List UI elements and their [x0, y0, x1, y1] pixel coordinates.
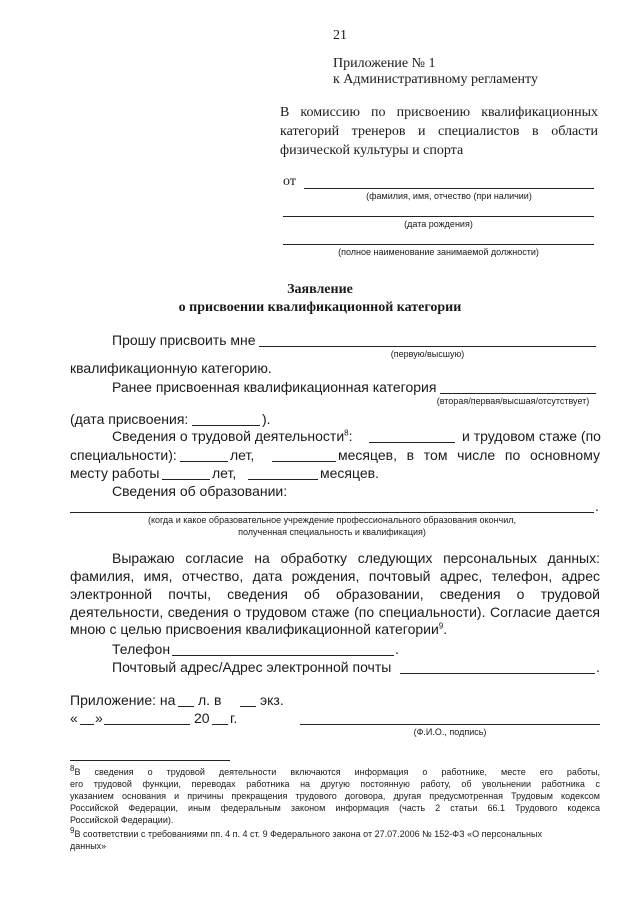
addressee-line-2: категорий тренеров и специалистов в области: [280, 124, 598, 139]
work-info-end: и трудовом стаже (по: [462, 428, 601, 444]
education-line: [70, 512, 594, 513]
date-open-quote: «: [70, 710, 78, 726]
caption-name: (фамилия, имя, отчество (при наличии): [366, 191, 532, 201]
footnote-9-line-1-text: В соответствии с требованиями пп. 4 п. 4 ст. 9 Федерального закона от 27.07.2006 № 152-ФЗ «О персональных: [74, 829, 542, 839]
main-job-years-line: [162, 479, 210, 480]
prev-category-line: [440, 393, 596, 394]
footnote-ref-9: 9: [438, 621, 444, 631]
specialty-years-label: лет,: [230, 447, 255, 463]
date-close-quote: »: [95, 710, 103, 726]
footnote-8-line-2: его трудовой функции, переводах работника на другую постоянную работу, об увольнении работника с: [70, 779, 600, 789]
consent-line-5-end: .: [443, 621, 448, 637]
specialty-years-line: [180, 461, 228, 462]
phone-label: Телефон: [112, 641, 171, 657]
specialty-label: специальности):: [70, 447, 177, 463]
document-subtitle: о присвоении квалификационной категории: [178, 300, 462, 315]
main-job-months-label: месяцев.: [320, 465, 379, 481]
footnote-8-line-1-text: В сведения о трудовой деятельности включаются информация о работнике, месте его работы,: [74, 767, 600, 777]
address-label: Почтовый адрес/Адрес электронной почты: [112, 659, 392, 675]
caption-education-1: (когда и какое образовательное учреждение профессионального образования окончил,: [148, 515, 516, 525]
footnote-9-line-1: [70, 828, 600, 840]
page-number: 21: [333, 28, 347, 43]
date-assigned-line: [192, 425, 260, 426]
footnote-separator: [70, 760, 230, 761]
main-job-months-line: [248, 479, 318, 480]
caption-education-2: полученная специальность и квалификация): [238, 527, 426, 537]
document-title: Заявление: [287, 282, 353, 297]
footnote-8: [70, 766, 600, 826]
category-line: [259, 346, 596, 347]
caption-prev-category: (вторая/первая/высшая/отсутствует): [436, 396, 590, 406]
consent-line-2: фамилия, имя, отчество, дата рождения, почтовый адрес, телефон, адрес: [70, 568, 600, 584]
footnote-9-line-2: данных»: [70, 841, 107, 851]
consent-line-4: деятельности, сведения о трудовом стаже (по специальности). Согласие дается: [70, 604, 600, 620]
footnote-9-mark: 9: [70, 826, 75, 835]
footnote-8-line-5: Российской Федерации).: [70, 815, 174, 825]
appendix-sheets-line: [178, 706, 194, 707]
date-year-prefix: 20: [194, 710, 210, 726]
appendix-count-b: л. в: [198, 692, 222, 708]
consent-line-5-text: мною с целью присвоения квалификационной категории: [70, 621, 439, 637]
appendix-count-a: Приложение: на: [70, 692, 176, 708]
footnote-8-line-4: Российской Федерации, иным федеральным законом информация (часть 2 статьи 66.1 Трудового кодекса: [70, 803, 600, 813]
date-month-line: [104, 724, 190, 725]
work-info-text: Сведения о трудовой деятельности: [112, 428, 345, 444]
main-job-years-label: лет,: [212, 465, 237, 481]
appendix-copies-line: [240, 706, 256, 707]
consent-line-3: электронной почты, сведения об образовании, сведения о трудовой: [70, 586, 600, 602]
footnote-8-line-1: [70, 766, 600, 778]
phone-line: [172, 655, 394, 656]
position-line: [283, 244, 594, 245]
work-info-line: [369, 442, 455, 443]
education-end: .: [595, 498, 599, 514]
appendix-line-1: Приложение № 1: [333, 56, 436, 71]
caption-category: (первую/высшую): [390, 349, 465, 359]
signature-line: [300, 724, 600, 725]
education-label: Сведения об образовании:: [112, 483, 288, 499]
date-year-suffix: г.: [230, 710, 238, 726]
work-info-label: [112, 428, 353, 444]
addressee-line-1: В комиссию по присвоению квалификационных: [280, 105, 598, 120]
footnote-9: [70, 828, 600, 852]
date-assigned-end: ).: [262, 411, 271, 427]
date-assigned-label: (дата присвоения:: [70, 411, 189, 427]
consent-line-1: Выражаю согласие на обработку следующих персональных данных:: [112, 550, 600, 566]
caption-signature: (Ф.И.О., подпись): [413, 727, 487, 737]
birth-line: [283, 216, 594, 217]
caption-position: (полное наименование занимаемой должности): [338, 247, 539, 257]
caption-birth: (дата рождения): [404, 219, 473, 229]
footnote-8-mark: 8: [70, 764, 75, 773]
from-label: от: [283, 174, 296, 189]
consent-line-5: [70, 621, 447, 637]
phone-end: .: [395, 641, 399, 657]
request-line-1: Прошу присвоить мне: [112, 332, 256, 348]
appendix-count-c: экз.: [260, 692, 284, 708]
address-line: [400, 673, 595, 674]
name-line: [304, 188, 594, 189]
main-job-label: месту работы: [70, 465, 160, 481]
specialty-months-line: [272, 461, 336, 462]
date-year-line: [212, 724, 228, 725]
address-end: .: [596, 659, 600, 675]
date-day-line: [80, 724, 94, 725]
specialty-months-label: месяцев, в том числе по основному: [338, 447, 600, 463]
footnote-8-line-3: указанием основания и причины прекращения трудового договора, другая предусмотренная Трудовым кодексом: [70, 791, 600, 801]
footnote-ref-8: 8: [344, 428, 349, 438]
request-line-2: квалификационную категорию.: [70, 360, 272, 376]
work-info-colon: :: [348, 428, 353, 444]
prev-category-label: Ранее присвоенная квалификационная категория: [112, 379, 437, 395]
addressee-line-3: физической культуры и спорта: [280, 143, 464, 158]
appendix-line-2: к Административному регламенту: [333, 72, 538, 87]
